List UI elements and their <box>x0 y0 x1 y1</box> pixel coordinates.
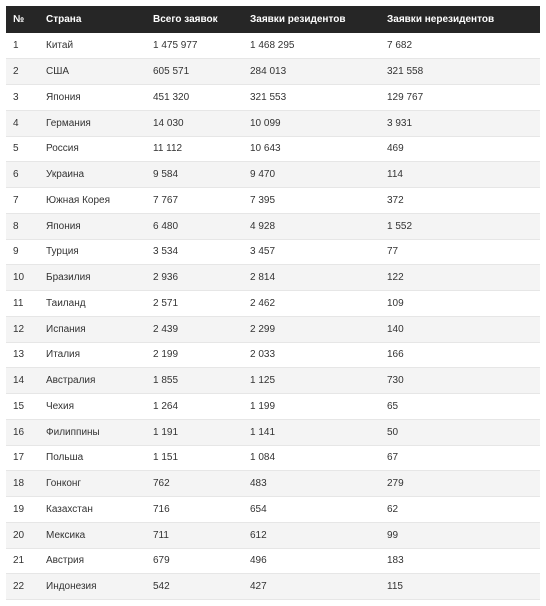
cell-nonresident: 7 682 <box>380 33 540 59</box>
cell-total: 451 320 <box>146 85 243 111</box>
cell-total: 1 151 <box>146 445 243 471</box>
cell-total: 11 112 <box>146 136 243 162</box>
header-number: № <box>13 14 25 25</box>
cell-resident: 427 <box>243 574 380 600</box>
cell-number: 15 <box>6 394 39 420</box>
table-row <box>6 394 540 420</box>
table-row <box>6 291 540 317</box>
cell-nonresident: 279 <box>380 471 540 497</box>
cell-number: 8 <box>6 213 39 239</box>
cell-number: 2 <box>6 59 39 85</box>
header-nonresident-applications: Заявки нерезидентов <box>387 14 495 25</box>
cell-country: Бразилия <box>39 265 146 291</box>
applications-table-container <box>6 6 540 600</box>
table-row <box>6 59 540 85</box>
table-row <box>6 342 540 368</box>
cell-nonresident: 183 <box>380 548 540 574</box>
cell-total: 7 767 <box>146 188 243 214</box>
cell-country: Турция <box>39 239 146 265</box>
cell-country: Южная Корея <box>39 188 146 214</box>
cell-number: 4 <box>6 110 39 136</box>
cell-number: 21 <box>6 548 39 574</box>
cell-country: Польша <box>39 445 146 471</box>
cell-total: 6 480 <box>146 213 243 239</box>
cell-total: 14 030 <box>146 110 243 136</box>
cell-nonresident: 321 558 <box>380 59 540 85</box>
cell-resident: 496 <box>243 548 380 574</box>
cell-country: Казахстан <box>39 497 146 523</box>
cell-nonresident: 50 <box>380 419 540 445</box>
cell-nonresident: 109 <box>380 291 540 317</box>
cell-country: Филиппины <box>39 419 146 445</box>
cell-total: 2 439 <box>146 316 243 342</box>
cell-total: 679 <box>146 548 243 574</box>
cell-resident: 10 099 <box>243 110 380 136</box>
table-header <box>6 6 540 33</box>
cell-total: 716 <box>146 497 243 523</box>
table-row <box>6 33 540 59</box>
cell-resident: 2 033 <box>243 342 380 368</box>
cell-nonresident: 114 <box>380 162 540 188</box>
cell-country: Испания <box>39 316 146 342</box>
cell-country: Украина <box>39 162 146 188</box>
table-row <box>6 471 540 497</box>
cell-country: Чехия <box>39 394 146 420</box>
header-total-applications: Всего заявок <box>153 14 218 25</box>
cell-country: Китай <box>39 33 146 59</box>
cell-total: 2 936 <box>146 265 243 291</box>
cell-country: Гонконг <box>39 471 146 497</box>
cell-number: 20 <box>6 522 39 548</box>
cell-country: Австралия <box>39 368 146 394</box>
cell-nonresident: 372 <box>380 188 540 214</box>
cell-total: 1 264 <box>146 394 243 420</box>
table-row <box>6 265 540 291</box>
table-row <box>6 574 540 600</box>
cell-nonresident: 469 <box>380 136 540 162</box>
cell-total: 1 191 <box>146 419 243 445</box>
cell-total: 3 534 <box>146 239 243 265</box>
table-row <box>6 368 540 394</box>
table-body <box>6 33 540 600</box>
cell-number: 22 <box>6 574 39 600</box>
cell-resident: 483 <box>243 471 380 497</box>
cell-country: Россия <box>39 136 146 162</box>
cell-nonresident: 140 <box>380 316 540 342</box>
cell-resident: 10 643 <box>243 136 380 162</box>
cell-country: Япония <box>39 85 146 111</box>
cell-resident: 4 928 <box>243 213 380 239</box>
cell-number: 12 <box>6 316 39 342</box>
cell-total: 2 571 <box>146 291 243 317</box>
cell-nonresident: 730 <box>380 368 540 394</box>
cell-number: 18 <box>6 471 39 497</box>
cell-country: Таиланд <box>39 291 146 317</box>
cell-resident: 1 141 <box>243 419 380 445</box>
cell-resident: 2 299 <box>243 316 380 342</box>
cell-resident: 1 199 <box>243 394 380 420</box>
cell-total: 762 <box>146 471 243 497</box>
table-row <box>6 188 540 214</box>
table-row <box>6 162 540 188</box>
table-row <box>6 522 540 548</box>
cell-resident: 1 468 295 <box>243 33 380 59</box>
table-row <box>6 213 540 239</box>
cell-total: 1 855 <box>146 368 243 394</box>
cell-resident: 2 814 <box>243 265 380 291</box>
table-row <box>6 497 540 523</box>
cell-country: Италия <box>39 342 146 368</box>
cell-number: 6 <box>6 162 39 188</box>
cell-number: 17 <box>6 445 39 471</box>
table-row <box>6 136 540 162</box>
cell-nonresident: 129 767 <box>380 85 540 111</box>
cell-nonresident: 62 <box>380 497 540 523</box>
table-row <box>6 85 540 111</box>
cell-country: Австрия <box>39 548 146 574</box>
cell-resident: 1 125 <box>243 368 380 394</box>
cell-nonresident: 115 <box>380 574 540 600</box>
cell-total: 9 584 <box>146 162 243 188</box>
table-header-row <box>6 6 540 33</box>
cell-number: 5 <box>6 136 39 162</box>
cell-number: 11 <box>6 291 39 317</box>
cell-nonresident: 3 931 <box>380 110 540 136</box>
cell-nonresident: 122 <box>380 265 540 291</box>
cell-resident: 321 553 <box>243 85 380 111</box>
cell-total: 711 <box>146 522 243 548</box>
cell-total: 1 475 977 <box>146 33 243 59</box>
cell-nonresident: 166 <box>380 342 540 368</box>
table-row <box>6 419 540 445</box>
cell-nonresident: 67 <box>380 445 540 471</box>
cell-number: 9 <box>6 239 39 265</box>
table-row <box>6 110 540 136</box>
cell-nonresident: 99 <box>380 522 540 548</box>
table-row <box>6 239 540 265</box>
cell-resident: 1 084 <box>243 445 380 471</box>
cell-resident: 9 470 <box>243 162 380 188</box>
cell-number: 13 <box>6 342 39 368</box>
applications-table <box>6 6 540 600</box>
cell-total: 2 199 <box>146 342 243 368</box>
cell-country: Индонезия <box>39 574 146 600</box>
cell-nonresident: 77 <box>380 239 540 265</box>
cell-number: 16 <box>6 419 39 445</box>
cell-number: 1 <box>6 33 39 59</box>
cell-number: 7 <box>6 188 39 214</box>
cell-resident: 654 <box>243 497 380 523</box>
cell-country: Мексика <box>39 522 146 548</box>
table-row <box>6 445 540 471</box>
cell-country: США <box>39 59 146 85</box>
header-resident-applications: Заявки резидентов <box>250 14 346 25</box>
cell-number: 3 <box>6 85 39 111</box>
cell-resident: 284 013 <box>243 59 380 85</box>
cell-number: 10 <box>6 265 39 291</box>
cell-nonresident: 65 <box>380 394 540 420</box>
cell-country: Германия <box>39 110 146 136</box>
cell-total: 605 571 <box>146 59 243 85</box>
cell-nonresident: 1 552 <box>380 213 540 239</box>
table-row <box>6 548 540 574</box>
cell-resident: 612 <box>243 522 380 548</box>
cell-resident: 7 395 <box>243 188 380 214</box>
cell-number: 19 <box>6 497 39 523</box>
cell-country: Япония <box>39 213 146 239</box>
cell-resident: 2 462 <box>243 291 380 317</box>
cell-total: 542 <box>146 574 243 600</box>
header-country: Страна <box>46 14 82 25</box>
cell-number: 14 <box>6 368 39 394</box>
cell-resident: 3 457 <box>243 239 380 265</box>
table-row <box>6 316 540 342</box>
